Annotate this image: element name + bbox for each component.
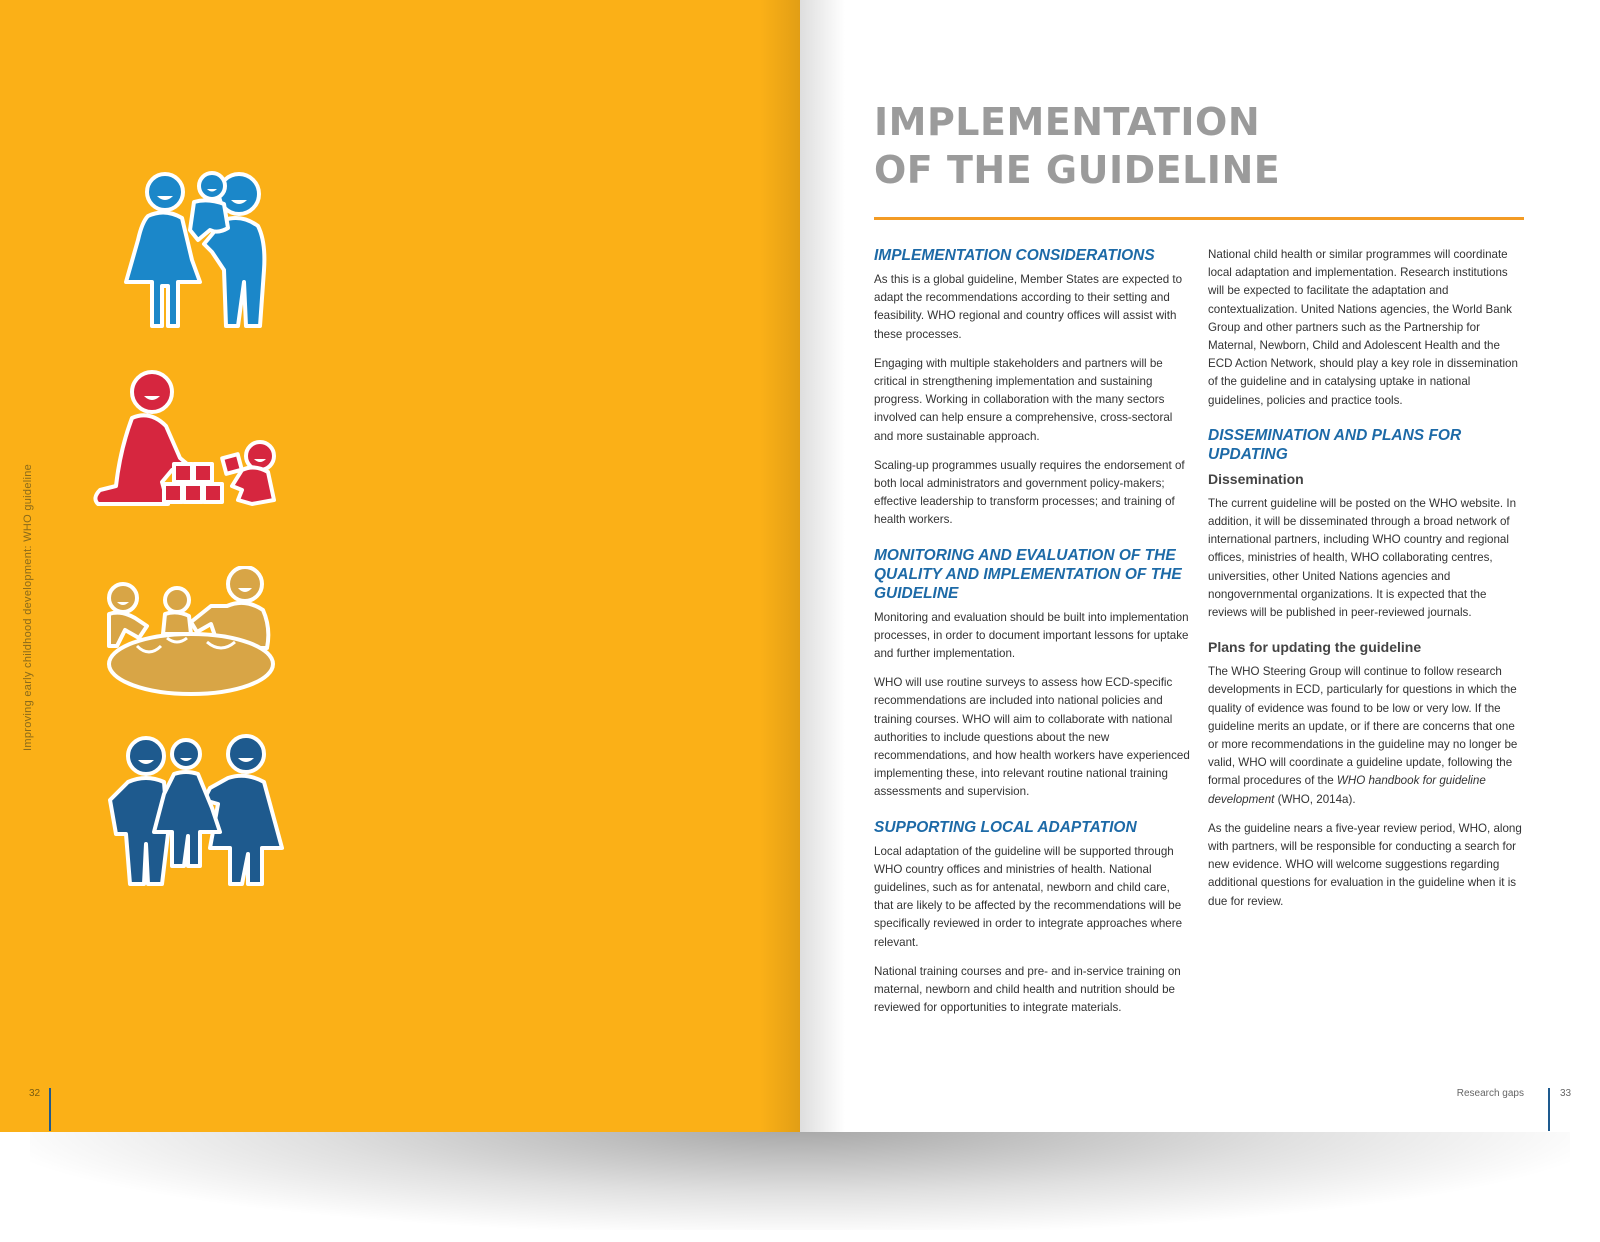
left-page xyxy=(0,0,800,1132)
paragraph: Scaling-up programmes usually requires the endorsement of both local administrators and government policy-makers; effective leadership to transform processes; and training of health workers. xyxy=(874,458,1185,527)
heading-implementation-considerations: IMPLEMENTATION CONSIDERATIONS xyxy=(874,247,1155,264)
parents-with-baby-icon xyxy=(108,170,273,335)
footer-rule-left xyxy=(49,1088,51,1131)
adult-playing-blocks-with-child-icon xyxy=(92,370,282,515)
page-title xyxy=(874,98,1280,194)
paragraph: Monitoring and evaluation should be built into implementation processes, in order to document important lessons for uptake and further implementation. xyxy=(874,610,1189,661)
paragraph: National child health or similar programmes will coordinate local adaptation and implementation. Research institutions will be expected to facilitate the adaptation and contextualization. United Nations agencies, the World Bank Group and other partners such as the Partnership for Maternal, Newborn, Child and Adolescent Health and the ECD Action Network, should play a key role in dissemination of the guideline and in catalysing uptake in national guidelines, policies and practice tools. xyxy=(1208,248,1518,407)
paragraph: As this is a global guideline, Member States are expected to adapt the recommendations according to their setting and feasibility. WHO regional and country offices will assist with these processes. xyxy=(874,273,1183,341)
title-divider xyxy=(874,217,1524,220)
side-running-title: Improving early childhood development: WHO guideline xyxy=(22,463,34,751)
subheading-dissemination: Dissemination xyxy=(1208,470,1304,487)
subheading-plans-for-updating: Plans for updating the guideline xyxy=(1208,639,1422,656)
paragraph: Engaging with multiple stakeholders and partners will be critical in strengthening implementation and sustaining progress. Working in collaboration with the many sectors involved can help ensure a comprehensive, cross-sectoral and more sustainable approach. xyxy=(874,356,1173,443)
family-eating-at-table-icon xyxy=(107,566,277,701)
paragraph: Local adaptation of the guideline will be supported through WHO country offices and ministries of health. National guidelines, such as for antenatal, newborn and child care, that are likely to be affected by the recommendations will be specifically reviewed in order to integrate approaches where relevant. xyxy=(874,844,1183,949)
paragraph: WHO will use routine surveys to assess how ECD-specific recommendations are included into national policies and training courses. WHO will aim to collaborate with national authorities to include questions about the new recommendations, and how health workers have experienced implementing these, into relevant routine national training assessments and supervision. xyxy=(874,676,1190,799)
page-number-right: 33 xyxy=(1560,1088,1572,1099)
left-text-column xyxy=(874,246,1192,1029)
heading-dissemination-and-plans: DISSEMINATION AND PLANS FOR UPDATING xyxy=(1208,426,1462,463)
paragraph: As the guideline nears a five-year review period, WHO, along with partners, will be responsible for conducting a search for new evidence. WHO will welcome suggestions regarding additional questions for evaluation in the guideline when it is due for review. xyxy=(1208,821,1522,908)
running-header: Research gaps xyxy=(1456,1088,1524,1099)
title-line-2: OF THE GUIDELINE xyxy=(874,148,1281,192)
right-text-column xyxy=(1208,246,1526,922)
page-number-left: 32 xyxy=(29,1088,41,1099)
paragraph: The current guideline will be posted on the WHO website. In addition, it will be disseminated through a broad network of international partners, including WHO country and regional offices, ministries of health, WHO collaborating centres, universities, other United Nations agencies and nongovernmental organizations. It is expected that the reviews will be published in peer-reviewed journals. xyxy=(1208,496,1517,620)
family-group-icon xyxy=(106,734,286,889)
citation: (WHO, 2014a). xyxy=(1274,792,1356,806)
heading-monitoring-evaluation: MONITORING AND EVALUATION OF THE QUALITY AND IMPLEMENTATION OF THE GUIDELINE xyxy=(874,546,1182,602)
title-line-1: IMPLEMENTATION xyxy=(874,100,1261,144)
footer-rule-right xyxy=(1548,1088,1550,1131)
handbook-title: WHO handbook for guideline development xyxy=(1208,774,1486,806)
paragraph xyxy=(1208,663,1526,809)
paragraph-text: The WHO Steering Group will continue to follow research developments in ECD, particularly for questions in which the quality of evidence was found to be low or very low. If the guideline merits an update, or if there are concerns that one or more recommendations in the guideline may no longer be valid, WHO will coordinate a guideline update, following the formal procedures of the xyxy=(1208,665,1518,788)
heading-supporting-local-adaptation: SUPPORTING LOCAL ADAPTATION xyxy=(874,818,1137,836)
paragraph: National training courses and pre- and in-service training on maternal, newborn and child health and nutrition should be reviewed for opportunities to integrate materials. xyxy=(874,964,1181,1015)
